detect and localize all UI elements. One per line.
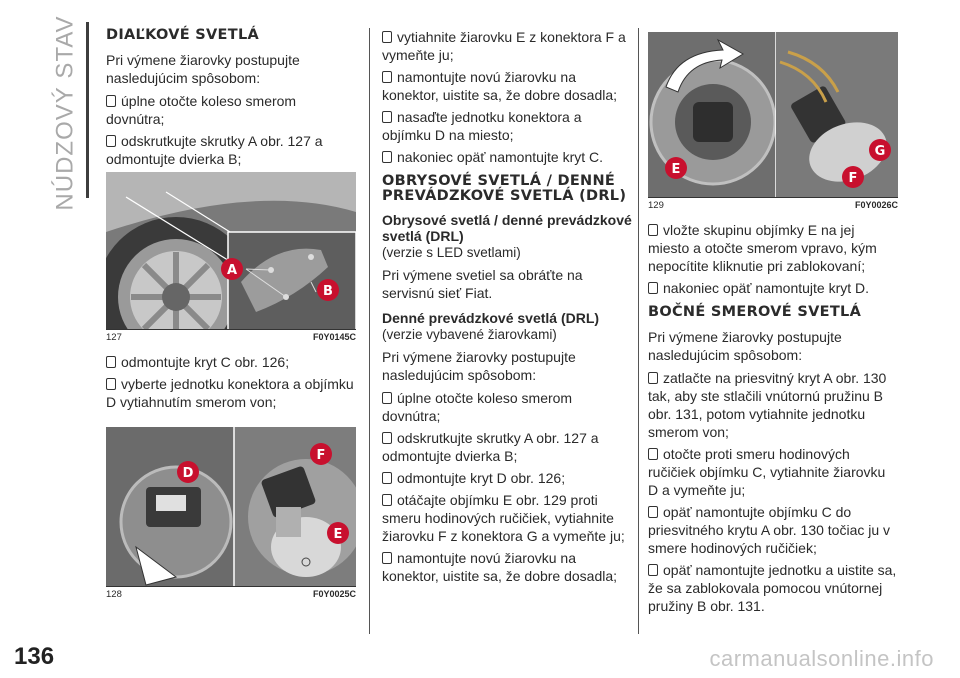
step-item: opäť namontujte objímku C do priesvitného krytu A obr. 130 točiac ju v smere hodinových ručičiek; <box>648 504 891 556</box>
checkbox-bullet-icon <box>648 372 658 384</box>
callout-e: E <box>333 527 343 542</box>
callout-f: F <box>316 448 326 463</box>
checkbox-bullet-icon <box>382 494 392 506</box>
chapter-side-title: NÚDZOVÝ STAV <box>52 15 80 211</box>
chapter-rule <box>86 22 89 198</box>
callout-e: E <box>671 162 681 177</box>
step-item: odskrutkujte skrutky A obr. 127 a odmontujte dvierka B; <box>382 430 599 464</box>
column-divider <box>638 28 639 634</box>
callout-g: G <box>874 144 886 159</box>
step-item: namontujte novú žiarovku na konektor, uistite sa, že dobre dosadla; <box>382 550 618 584</box>
watermark: carmanualsonline.info <box>709 646 934 671</box>
checkbox-bullet-icon <box>382 111 392 123</box>
figure-129 <box>648 32 898 198</box>
step-item: úplne otočte koleso smerom dovnútra; <box>106 93 297 127</box>
figure-caption: 127 F0Y0145C <box>106 332 356 343</box>
checkbox-bullet-icon <box>106 356 116 368</box>
checkbox-bullet-icon <box>382 432 392 444</box>
callout-f: F <box>848 171 858 186</box>
callout-d: D <box>182 466 194 481</box>
checkbox-bullet-icon <box>648 448 658 460</box>
section-heading-high-beam: DIAĽKOVÉ SVETLÁ <box>106 27 260 43</box>
figure-127 <box>106 172 356 330</box>
column-2 <box>382 28 632 589</box>
subheading-bulb: Denné prevádzkové svetlá (DRL) <box>382 310 600 326</box>
led-text: Pri výmene svetiel sa obráťte na servisnú sieť Fiat. <box>382 267 583 301</box>
subheading-led: Obrysové svetlá / denné prevádzkové svetlá (DRL) <box>382 212 632 244</box>
checkbox-bullet-icon <box>106 135 116 147</box>
checkbox-bullet-icon <box>648 282 658 294</box>
intro-text: Pri výmene žiarovky postupujte nasledujúcim spôsobom: <box>106 52 300 86</box>
checkbox-bullet-icon <box>648 224 658 236</box>
step-item: nasaďte jednotku konektora a objímku D na miesto; <box>382 109 582 143</box>
step-item: opäť namontujte jednotku a uistite sa, že sa zablokovala pomocou vnútornej pružiny B obr. 131. <box>648 562 897 614</box>
page-number: 136 <box>14 643 55 670</box>
section-heading-drl: OBRYSOVÉ SVETLÁ / DENNÉ PREVÁDZKOVÉ SVETLÁ (DRL) <box>382 173 627 204</box>
intro-text: Pri výmene žiarovky postupujte nasledujúcim spôsobom: <box>648 329 842 363</box>
checkbox-bullet-icon <box>382 472 392 484</box>
figure-caption: 128 F0Y0025C <box>106 589 356 600</box>
step-item: namontujte novú žiarovku na konektor, uistite sa, že dobre dosadla; <box>382 69 618 103</box>
checkbox-bullet-icon <box>648 564 658 576</box>
column-divider <box>369 28 370 634</box>
section-heading-side-indicators: BOČNÉ SMEROVÉ SVETLÁ <box>648 304 862 320</box>
wheel-arch-illustration <box>106 172 356 330</box>
step-item: vytiahnite žiarovku E z konektora F a vymeňte ju; <box>382 29 626 63</box>
step-item: nakoniec opäť namontujte kryt D. <box>648 279 898 297</box>
step-item: úplne otočte koleso smerom dovnútra; <box>382 390 573 424</box>
step-item: odmontujte kryt D obr. 126; <box>382 469 632 487</box>
checkbox-bullet-icon <box>648 506 658 518</box>
checkbox-bullet-icon <box>382 151 392 163</box>
step-item: otáčajte objímku E obr. 129 proti smeru hodinových ručičiek, vytiahnite žiarovku F z konektora G a vymeňte ju; <box>382 492 625 544</box>
step-item: nakoniec opäť namontujte kryt C. <box>382 148 632 166</box>
column-1 <box>106 28 356 610</box>
checkbox-bullet-icon <box>382 31 392 43</box>
callout-a: A <box>226 263 238 278</box>
drl-bulb-illustration <box>648 32 898 198</box>
checkbox-bullet-icon <box>382 392 392 404</box>
bulb-intro-text: Pri výmene žiarovky postupujte nasledujúcim spôsobom: <box>382 349 576 383</box>
version-note: (verzie vybavené žiarovkami) <box>382 327 557 342</box>
step-item: vyberte jednotku konektora a objímku D vytiahnutím smerom von; <box>106 376 354 410</box>
checkbox-bullet-icon <box>382 71 392 83</box>
checkbox-bullet-icon <box>382 552 392 564</box>
callout-b: B <box>323 284 333 299</box>
checkbox-bullet-icon <box>106 378 116 390</box>
step-item: vložte skupinu objímky E na jej miesto a otočte smerom vpravo, kým nepocítite kliknutie pri zablokovaní; <box>648 222 877 274</box>
figure-caption: 129 F0Y0026C <box>648 200 898 211</box>
figure-128 <box>106 427 356 587</box>
version-note: (verzie s LED svetlami) <box>382 245 521 260</box>
column-3 <box>648 28 898 619</box>
step-item: zatlačte na priesvitný kryt A obr. 130 tak, aby ste stlačili vnútornú pružinu B obr. 131, potom vytiahnite jednotku smerom von; <box>648 370 887 440</box>
step-item: otočte proti smeru hodinových ručičiek objímku C, vytiahnite žiarovku D a vymeňte ju; <box>648 446 886 498</box>
bulb-holder-illustration <box>106 427 356 587</box>
step-item: odskrutkujte skrutky A obr. 127 a odmontujte dvierka B; <box>106 133 323 167</box>
checkbox-bullet-icon <box>106 95 116 107</box>
step-item: odmontujte kryt C obr. 126; <box>106 353 356 371</box>
